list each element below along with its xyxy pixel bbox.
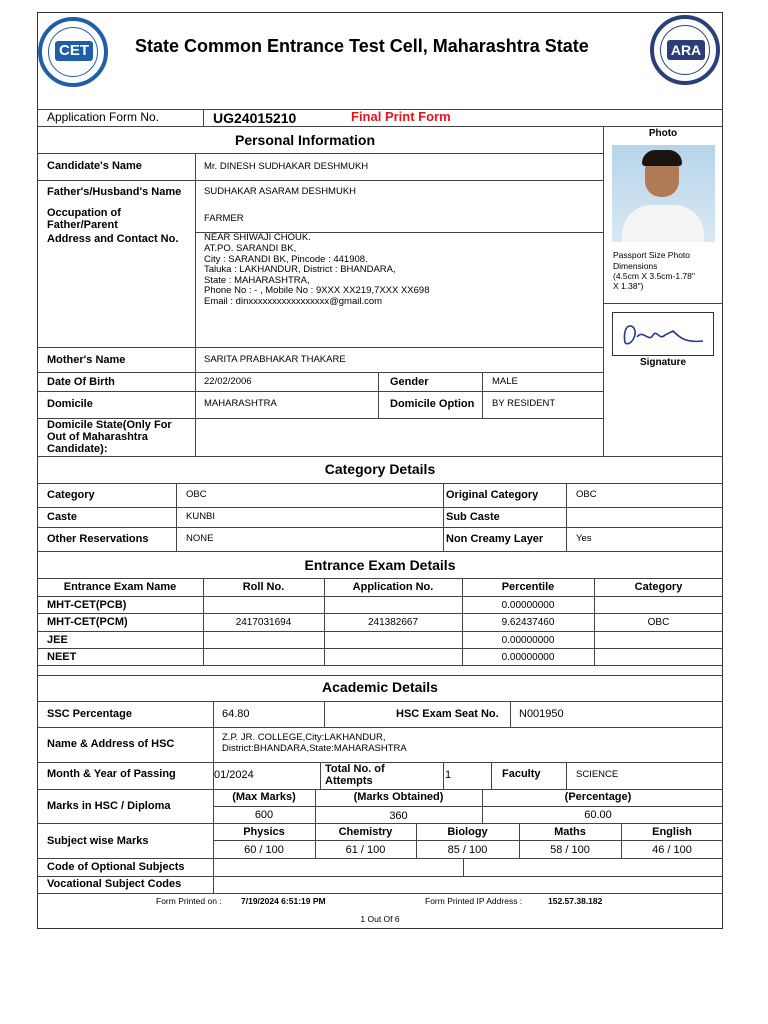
mother-label: Mother's Name xyxy=(47,354,126,366)
father-name: SUDHAKAR ASARAM DESHMUKH xyxy=(204,186,357,197)
other-reservations: NONE xyxy=(186,533,214,544)
cet-logo xyxy=(38,17,108,87)
ssc-label: SSC Percentage xyxy=(47,708,132,720)
percentage-label: (Percentage) xyxy=(564,791,632,803)
optional-subjects-label: Code of Optional Subjects xyxy=(47,861,185,873)
cet-logo-text: CET xyxy=(55,41,93,61)
candidate-photo xyxy=(612,145,715,242)
exam-row-roll: 2417031694 xyxy=(235,617,292,628)
ara-logo-text: ARA xyxy=(667,40,705,60)
domicile-option: BY RESIDENT xyxy=(492,398,556,409)
category: OBC xyxy=(186,489,207,500)
original-category: OBC xyxy=(576,489,597,500)
page-number: 1 Out Of 6 xyxy=(360,914,400,924)
address-line-1: NEAR SHIWAJI CHOUK. xyxy=(204,232,311,243)
ip-address: 152.57.38.182 xyxy=(548,896,603,906)
attempts-label-2: Attempts xyxy=(325,775,373,787)
ip-label: Form Printed IP Address : xyxy=(425,896,523,906)
signature-box xyxy=(612,312,714,356)
marks-physics: 60 / 100 xyxy=(244,844,284,856)
domicile-state-label-2: Out of Maharashtra xyxy=(47,431,148,443)
address-line-4: Taluka : LAKHANDUR, District : BHANDARA, xyxy=(204,264,396,275)
exam-row-app: 241382667 xyxy=(367,617,419,628)
passing-label: Month & Year of Passing xyxy=(47,768,176,780)
father-label: Father's/Husband's Name xyxy=(47,186,182,198)
exam-row-percentile: 0.00000000 xyxy=(501,635,555,646)
percentage: 60.00 xyxy=(584,809,612,821)
obtained-marks: 360 xyxy=(389,810,408,822)
domicile-option-label: Domicile Option xyxy=(390,398,475,410)
signature-label: Signature xyxy=(639,357,687,368)
exam-heading: Entrance Exam Details xyxy=(304,557,456,573)
gender: MALE xyxy=(492,376,518,387)
exam-col-roll: Roll No. xyxy=(242,581,285,593)
hsc-name-label: Name & Address of HSC xyxy=(47,738,175,750)
exam-col-category: Category xyxy=(634,581,683,593)
attempts-label-1: Total No. of xyxy=(325,763,385,775)
caste-label: Caste xyxy=(47,511,77,523)
address-line-7: Email : dinxxxxxxxxxxxxxxxxx@gmail.com xyxy=(204,296,383,307)
hsc-seat-label: HSC Exam Seat No. xyxy=(396,708,499,720)
exam-row-percentile: 0.00000000 xyxy=(501,652,555,663)
occupation: FARMER xyxy=(204,213,244,224)
exam-col-name: Entrance Exam Name xyxy=(63,581,177,593)
subject-english: English xyxy=(652,826,692,838)
exam-row-percentile: 0.00000000 xyxy=(501,600,555,611)
address-line-6: Phone No : - , Mobile No : 9XXX XX219,7XXX XX698 xyxy=(204,285,430,296)
faculty-label: Faculty xyxy=(502,768,541,780)
dob-label: Date Of Birth xyxy=(47,376,115,388)
printed-on: 7/19/2024 6:51:19 PM xyxy=(241,896,326,906)
domicile-state-label-3: Candidate): xyxy=(47,443,108,455)
personal-heading: Personal Information xyxy=(234,132,376,148)
exam-row-name: JEE xyxy=(47,634,68,646)
caste: KUNBI xyxy=(186,511,216,522)
address-line-3: City : SARANDI BK, Pincode : 441908. xyxy=(204,254,368,265)
faculty: SCIENCE xyxy=(576,769,619,780)
hsc-name-line-1: Z.P. JR. COLLEGE,City:LAKHANDUR, xyxy=(222,732,386,743)
domicile: MAHARASHTRA xyxy=(204,398,277,409)
domicile-label: Domicile xyxy=(47,398,93,410)
photo-note-1: Passport Size Photo xyxy=(613,250,691,260)
exam-col-app: Application No. xyxy=(352,581,434,593)
photo-note-3: (4.5cm X 3.5cm-1.78" xyxy=(613,271,695,281)
max-marks: 600 xyxy=(254,809,274,821)
subject-label: Subject wise Marks xyxy=(47,835,149,847)
exam-row-category: OBC xyxy=(647,617,670,628)
non-creamy: Yes xyxy=(576,533,592,544)
other-reservations-label: Other Reservations xyxy=(47,533,149,545)
ara-logo xyxy=(650,15,720,85)
marks-chemistry: 61 / 100 xyxy=(345,844,386,856)
marks-maths: 58 / 100 xyxy=(550,844,590,856)
passing: 01/2024 xyxy=(214,769,254,781)
category-heading: Category Details xyxy=(324,461,436,477)
exam-row-name: NEET xyxy=(47,651,77,663)
candidate-name-label: Candidate's Name xyxy=(47,160,142,172)
candidate-name: Mr. DINESH SUDHAKAR DESHMUKH xyxy=(204,161,369,172)
address-line-2: AT.PO. SARANDI BK, xyxy=(204,243,297,254)
exam-col-percentile: Percentile xyxy=(501,581,555,593)
marks-biology: 85 / 100 xyxy=(447,844,488,856)
gender-label: Gender xyxy=(390,376,429,388)
printed-on-label: Form Printed on : xyxy=(156,896,222,906)
address-line-5: State : MAHARASHTRA, xyxy=(204,275,310,286)
subject-maths: Maths xyxy=(554,826,586,838)
dob: 22/02/2006 xyxy=(204,376,252,387)
attempts: 1 xyxy=(445,769,452,781)
ssc: 64.80 xyxy=(222,708,250,720)
exam-row-name: MHT-CET(PCM) xyxy=(47,616,128,628)
photo-label: Photo xyxy=(648,128,678,139)
app-no-label: Application Form No. xyxy=(47,110,160,124)
occupation-label-1: Occupation of xyxy=(47,207,121,219)
subject-biology: Biology xyxy=(447,826,488,838)
category-label: Category xyxy=(47,489,95,501)
vocational-subjects-label: Vocational Subject Codes xyxy=(47,878,182,890)
exam-row-name: MHT-CET(PCB) xyxy=(47,599,127,611)
obtained-label: (Marks Obtained) xyxy=(353,791,444,803)
hsc-seat: N001950 xyxy=(519,708,564,720)
photo-note-2: Dimensions xyxy=(613,261,658,271)
non-creamy-label: Non Creamy Layer xyxy=(446,533,544,545)
original-category-label: Original Category xyxy=(446,489,539,501)
marks-label: Marks in HSC / Diploma xyxy=(47,800,171,812)
form-type: Final Print Form xyxy=(351,109,451,124)
occupation-label-2: Father/Parent xyxy=(47,219,118,231)
hsc-name-line-2: District:BHANDARA,State:MAHARASHTRA xyxy=(222,743,407,754)
address-label: Address and Contact No. xyxy=(47,233,179,245)
sub-caste-label: Sub Caste xyxy=(446,511,500,523)
mother-name: SARITA PRABHAKAR THAKARE xyxy=(204,354,346,365)
signature-image xyxy=(613,313,713,355)
subject-chemistry: Chemistry xyxy=(338,826,393,838)
max-marks-label: (Max Marks) xyxy=(232,791,296,803)
domicile-state-label-1: Domicile State(Only For xyxy=(47,419,172,431)
page-title: State Common Entrance Test Cell, Maharashtra State xyxy=(135,36,589,56)
exam-row-percentile: 9.62437460 xyxy=(501,617,555,628)
subject-physics: Physics xyxy=(243,826,285,838)
academic-heading: Academic Details xyxy=(322,679,438,695)
photo-note-4: X 1.38") xyxy=(613,281,644,291)
marks-english: 46 / 100 xyxy=(652,844,692,856)
app-no: UG24015210 xyxy=(213,110,297,126)
